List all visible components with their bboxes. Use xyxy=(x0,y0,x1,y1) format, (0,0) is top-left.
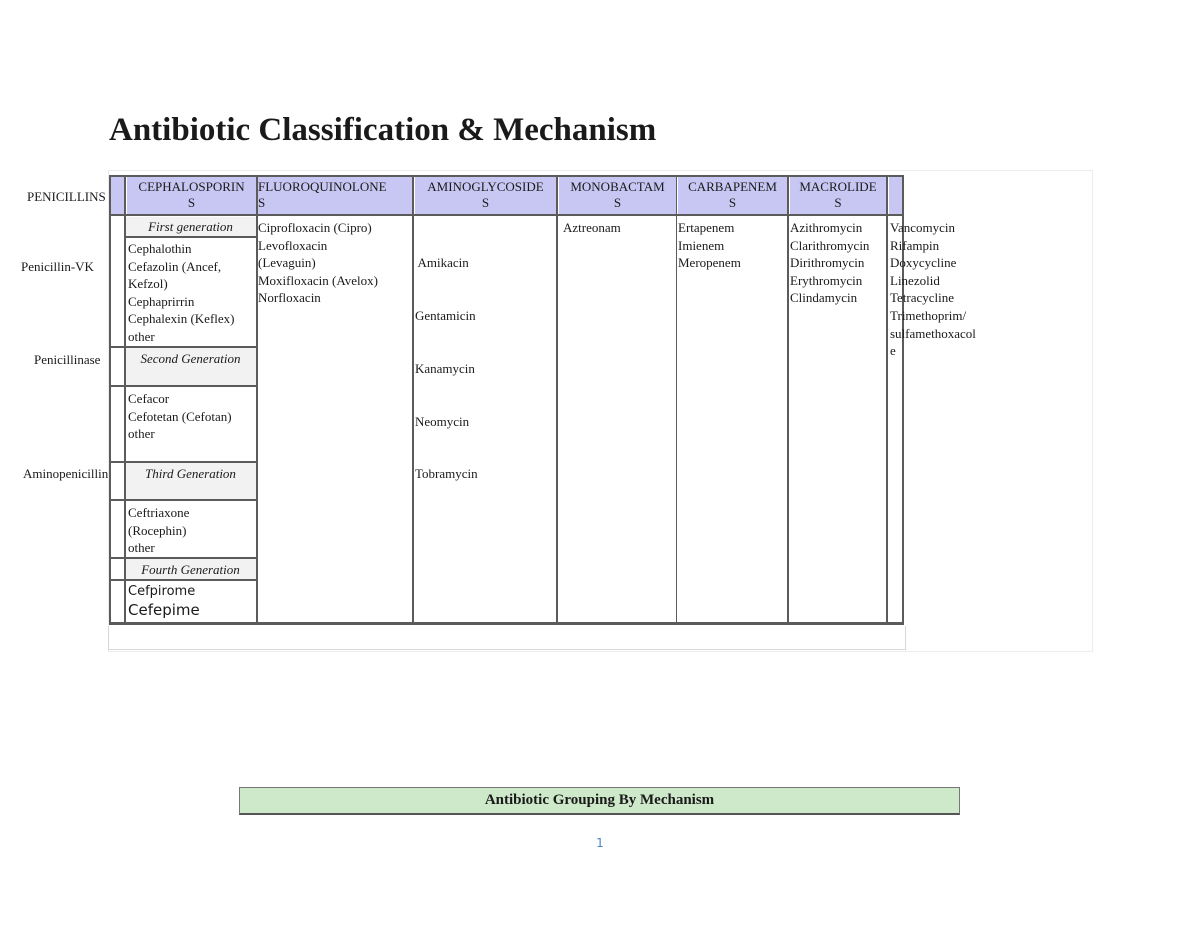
drug-name: Ertapenem xyxy=(678,220,735,235)
header-band-end xyxy=(889,177,903,214)
generation-label-third: Third Generation xyxy=(125,463,256,500)
drug-name: Kefzol) xyxy=(128,276,168,292)
monobactam-list xyxy=(563,219,621,237)
divider-monobactams-right xyxy=(676,175,677,625)
drug-name: Dirithromycin xyxy=(790,255,865,271)
separator-third-gen-top xyxy=(111,461,258,463)
drug-name: Cephalothin xyxy=(128,241,192,256)
penicillin-label: Penicillinase xyxy=(34,352,101,367)
drug-name: Tetracycline xyxy=(890,290,955,306)
fluoroquinolone-list xyxy=(258,219,378,307)
drug-name: other xyxy=(128,426,155,442)
drug-name: Cefepime xyxy=(128,601,200,619)
header-carbapenems: CARBAPENEM S xyxy=(688,179,777,210)
header-macrolides: MACROLIDE S xyxy=(799,179,877,210)
drug-name: Ceftriaxone xyxy=(128,505,190,520)
drug-name: Vancomycin xyxy=(890,220,955,235)
divider-carbapenems-right xyxy=(787,175,789,625)
table-footer-row xyxy=(108,626,906,650)
first-gen-drug-list xyxy=(128,240,234,346)
penicillins-header: PENICILLINS xyxy=(27,189,106,204)
generation-label-second: Second Generation xyxy=(125,348,256,386)
divider-fluoroquinolones-right xyxy=(412,175,414,625)
drug-name: Clarithromycin xyxy=(790,237,870,253)
drug-name: Clindamycin xyxy=(790,290,858,306)
drug-name: (Rocephin) xyxy=(128,522,187,538)
drug-name: Meropenem xyxy=(678,255,741,271)
drug-name: sulfamethoxacol xyxy=(890,325,976,341)
fourth-gen-drug-list xyxy=(128,583,200,619)
drug-name: Cefazolin (Ancef, xyxy=(128,258,222,274)
table-bottom-border xyxy=(109,622,904,625)
page-title: Antibiotic Classification & Mechanism xyxy=(109,112,657,148)
generation-label-first: First generation xyxy=(125,217,256,237)
penicillin-label: Aminopenicillin xyxy=(23,466,109,481)
drug-name: Aztreonam xyxy=(563,220,621,235)
header-monobactams: MONOBACTAM S xyxy=(570,179,665,210)
drug-name: Moxifloxacin (Avelox) xyxy=(258,272,378,288)
drug-name: Imienem xyxy=(678,237,725,253)
separator-third-gen-bottom xyxy=(111,499,258,501)
separator-fourth-gen-top xyxy=(111,557,258,559)
header-aminoglycosides: AMINOGLYCOSIDE S xyxy=(427,179,544,210)
aminoglycoside-list xyxy=(415,219,478,501)
drug-name: Tobramycin xyxy=(415,466,478,482)
header-bottom-border xyxy=(109,214,904,216)
drug-name: Ciprofloxacin (Cipro) xyxy=(258,220,372,235)
drug-name: Cephaprirrin xyxy=(128,293,195,309)
drug-name: Cefotetan (Cefotan) xyxy=(128,408,232,424)
footer-label: Antibiotic Grouping By Mechanism xyxy=(484,792,715,808)
drug-name: Amikacin xyxy=(415,255,469,271)
header-cephalosporins: CEPHALOSPORIN S xyxy=(138,179,245,210)
drug-name: Cefpirome xyxy=(128,584,196,599)
drug-name: Gentamicin xyxy=(415,307,476,323)
drug-name: (Levaguin) xyxy=(258,255,316,271)
drug-name: other xyxy=(128,540,155,556)
other-antibiotics-list xyxy=(890,219,976,360)
drug-name: Neomycin xyxy=(415,413,470,429)
drug-name: e xyxy=(890,343,896,359)
drug-name: Levofloxacin xyxy=(258,237,328,253)
drug-name: Azithromycin xyxy=(790,220,863,235)
drug-name: Trimethoprim/ xyxy=(890,307,967,323)
page-number: 1 xyxy=(596,836,604,850)
drug-name: Cefacor xyxy=(128,391,170,406)
drug-name: Doxycycline xyxy=(890,255,957,271)
drug-name: Erythromycin xyxy=(790,272,863,288)
drug-name: Cephalexin (Keflex) xyxy=(128,311,235,327)
separator-second-gen-bottom xyxy=(111,385,258,387)
penicillin-label: Penicillin-VK xyxy=(21,259,94,274)
drug-name: Rifampin xyxy=(890,237,940,253)
carbapenem-list xyxy=(678,219,741,272)
drug-name: Kanamycin xyxy=(415,360,475,376)
second-gen-drug-list xyxy=(128,390,232,443)
generation-label-fourth: Fourth Generation xyxy=(125,559,256,580)
separator-first-gen xyxy=(124,236,258,238)
divider-aminoglycosides-right xyxy=(556,175,558,625)
divider-macrolides-right xyxy=(886,175,888,625)
header-band-blank xyxy=(111,177,125,214)
header-fluoroquinolones: FLUOROQUINOLONE S xyxy=(258,179,387,210)
drug-name: Norfloxacin xyxy=(258,290,321,306)
separator-fourth-gen-bottom xyxy=(111,579,258,581)
drug-name: Linezolid xyxy=(890,272,940,288)
third-gen-drug-list xyxy=(128,504,189,557)
macrolide-list xyxy=(790,219,869,307)
drug-name: other xyxy=(128,328,155,344)
table-top-border xyxy=(109,175,904,177)
separator-second-gen-top xyxy=(111,346,258,348)
